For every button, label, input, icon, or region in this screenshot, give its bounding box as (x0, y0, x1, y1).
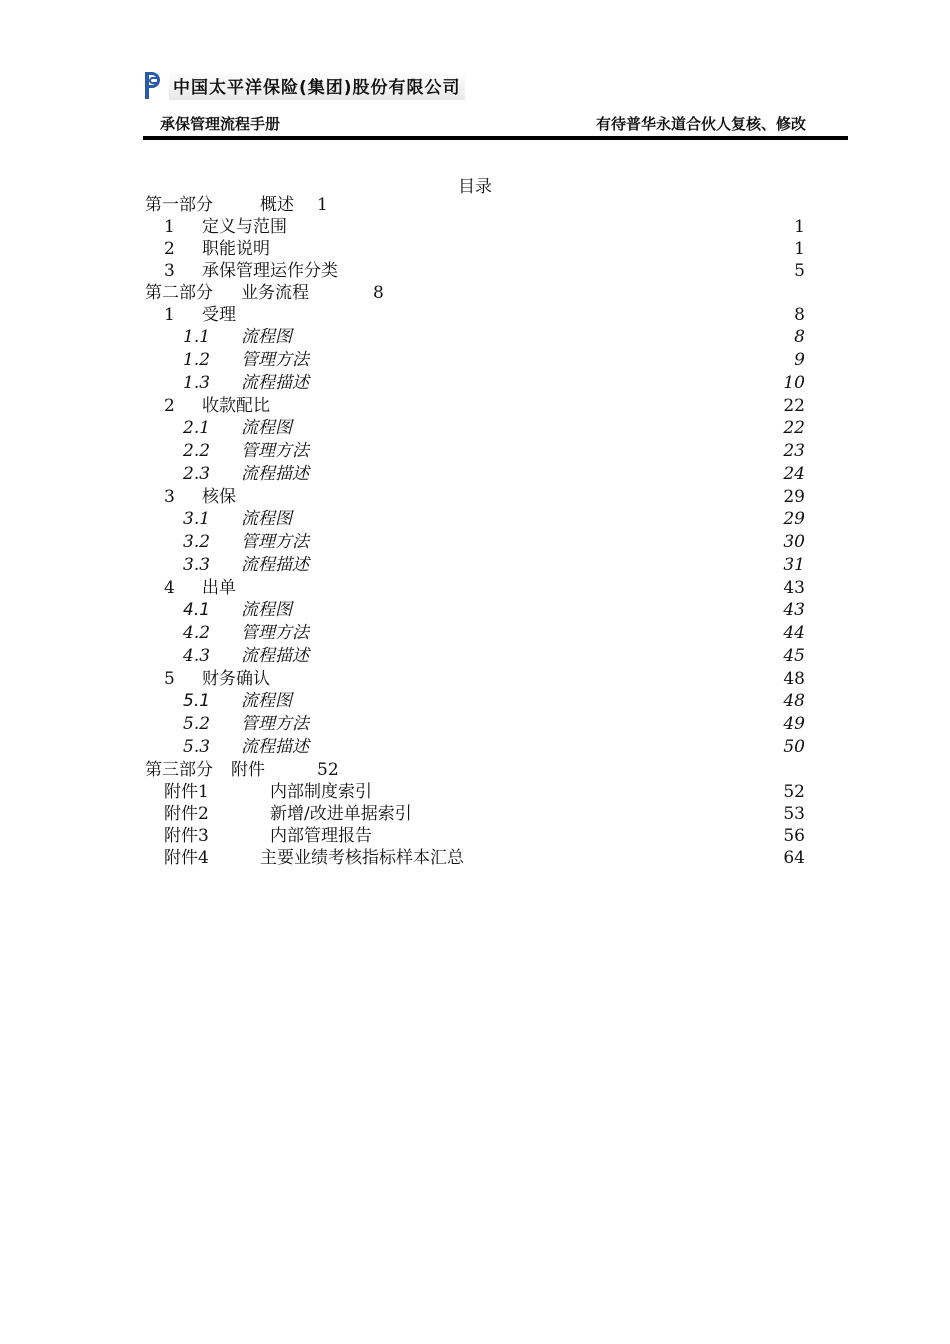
subsection-label: 流程图 (241, 327, 292, 347)
cpic-logo-icon (143, 69, 163, 101)
toc-subsection[interactable] (145, 531, 805, 554)
subsection-page: 44 (783, 623, 805, 643)
item-page: 1 (794, 239, 805, 259)
item-num: 2 (164, 239, 175, 259)
part-page: 52 (317, 760, 339, 780)
toc-appendix[interactable] (145, 825, 805, 847)
subsection-label: 流程描述 (241, 737, 309, 757)
toc-subsection[interactable] (145, 713, 805, 736)
toc-part-1[interactable] (145, 194, 805, 216)
subsection-num: 2.3 (183, 464, 211, 484)
appendix-page: 52 (783, 782, 805, 802)
section-page: 48 (783, 669, 805, 689)
subsection-label: 流程图 (241, 691, 292, 711)
toc-subsection[interactable] (145, 372, 805, 395)
toc-section-5[interactable] (145, 668, 805, 690)
subsection-label: 流程图 (241, 600, 292, 620)
toc-item[interactable] (145, 238, 805, 260)
subsection-page: 50 (783, 737, 805, 757)
section-label: 受理 (202, 305, 236, 325)
part-title: 概述 (260, 195, 294, 215)
section-num: 5 (164, 669, 175, 689)
subsection-label: 管理方法 (241, 532, 309, 552)
subsection-num: 5.3 (183, 737, 211, 757)
appendix-page: 53 (783, 804, 805, 824)
subsection-page: 8 (794, 327, 805, 347)
subsection-page: 48 (783, 691, 805, 711)
toc-subsection[interactable] (145, 622, 805, 645)
item-num: 1 (164, 217, 175, 237)
subsection-num: 2.1 (183, 418, 211, 438)
company-logo (143, 66, 465, 104)
section-num: 4 (164, 578, 175, 598)
subsection-num: 3.2 (183, 532, 211, 552)
appendix-label: 内部管理报告 (270, 826, 372, 846)
toc-item[interactable] (145, 216, 805, 238)
section-label: 核保 (202, 487, 236, 507)
item-num: 3 (164, 261, 175, 281)
subsection-label: 流程描述 (241, 464, 309, 484)
toc-part-2[interactable] (145, 282, 805, 304)
subsection-num: 4.2 (183, 623, 211, 643)
subsection-num: 2.2 (183, 441, 211, 461)
toc-subsection[interactable] (145, 326, 805, 349)
subsection-page: 29 (783, 509, 805, 529)
part-page: 1 (317, 195, 328, 215)
appendix-num: 附件3 (164, 826, 209, 846)
subsection-num: 5.2 (183, 714, 211, 734)
subsection-label: 流程图 (241, 418, 292, 438)
subsection-page: 45 (783, 646, 805, 666)
toc-section-2[interactable] (145, 395, 805, 417)
toc-subsection[interactable] (145, 440, 805, 463)
section-num: 2 (164, 396, 175, 416)
subsection-page: 49 (783, 714, 805, 734)
section-page: 43 (783, 578, 805, 598)
subsection-label: 流程描述 (241, 373, 309, 393)
subsection-label: 管理方法 (241, 623, 309, 643)
toc-appendix[interactable] (145, 781, 805, 803)
appendix-num: 附件1 (164, 782, 209, 802)
toc-appendix[interactable] (145, 803, 805, 825)
subsection-num: 5.1 (183, 691, 211, 711)
manual-title: 承保管理流程手册 (160, 115, 281, 133)
part-label: 第三部分 (145, 760, 213, 780)
section-label: 财务确认 (202, 669, 270, 689)
toc-subsection[interactable] (145, 599, 805, 622)
appendix-num: 附件4 (164, 848, 209, 868)
review-note: 有待普华永道合伙人复核、修改 (595, 115, 806, 133)
appendix-num: 附件2 (164, 804, 209, 824)
toc-subsection[interactable] (145, 554, 805, 577)
toc-subsection[interactable] (145, 690, 805, 713)
item-page: 1 (794, 217, 805, 237)
toc-section-4[interactable] (145, 577, 805, 599)
subsection-page: 30 (783, 532, 805, 552)
appendix-label: 新增/改进单据索引 (270, 804, 412, 824)
section-page: 29 (783, 487, 805, 507)
section-label: 收款配比 (202, 396, 270, 416)
toc-part-3[interactable] (145, 759, 805, 781)
section-page: 8 (794, 305, 805, 325)
toc-title: 目录 (458, 177, 492, 197)
subsection-num: 3.1 (183, 509, 211, 529)
subsection-page: 22 (783, 418, 805, 438)
toc-item[interactable] (145, 260, 805, 282)
toc-subsection[interactable] (145, 463, 805, 486)
subsection-label: 流程描述 (241, 555, 309, 575)
toc-subsection[interactable] (145, 736, 805, 759)
item-label: 职能说明 (202, 239, 270, 259)
subsection-num: 3.3 (183, 555, 211, 575)
subsection-label: 流程图 (241, 509, 292, 529)
subsection-page: 10 (783, 373, 805, 393)
subsection-page: 23 (783, 441, 805, 461)
part-label: 第一部分 (145, 195, 213, 215)
section-label: 出单 (202, 578, 236, 598)
table-of-contents (145, 194, 805, 869)
appendix-label: 内部制度索引 (270, 782, 372, 802)
header-divider (143, 136, 848, 140)
part-label: 第二部分 (145, 283, 213, 303)
toc-subsection[interactable] (145, 417, 805, 440)
toc-subsection[interactable] (145, 645, 805, 668)
appendix-page: 56 (783, 826, 805, 846)
subsection-label: 管理方法 (241, 714, 309, 734)
item-label: 定义与范围 (202, 217, 287, 237)
toc-section-3[interactable] (145, 486, 805, 508)
subsection-num: 1.2 (183, 350, 211, 370)
subsection-num: 4.3 (183, 646, 211, 666)
part-page: 8 (373, 283, 384, 303)
appendix-label: 主要业绩考核指标样本汇总 (260, 848, 464, 868)
section-num: 3 (164, 487, 175, 507)
toc-appendix[interactable] (145, 847, 805, 869)
subsection-label: 流程描述 (241, 646, 309, 666)
part-title: 附件 (231, 760, 265, 780)
logo-text: 中国太平洋保险(集团)股份有限公司 (169, 71, 465, 100)
subsection-page: 31 (783, 555, 805, 575)
subsection-page: 43 (783, 600, 805, 620)
subsection-page: 24 (783, 464, 805, 484)
section-num: 1 (164, 305, 175, 325)
subsection-num: 1.3 (183, 373, 211, 393)
section-page: 22 (783, 396, 805, 416)
item-page: 5 (794, 261, 805, 281)
toc-subsection[interactable] (145, 508, 805, 531)
subsection-label: 管理方法 (241, 441, 309, 461)
subsection-num: 4.1 (183, 600, 211, 620)
subsection-num: 1.1 (183, 327, 211, 347)
toc-section-1[interactable] (145, 304, 805, 326)
item-label: 承保管理运作分类 (202, 261, 338, 281)
subsection-label: 管理方法 (241, 350, 309, 370)
subsection-page: 9 (794, 350, 805, 370)
part-title: 业务流程 (241, 283, 309, 303)
toc-subsection[interactable] (145, 349, 805, 372)
appendix-page: 64 (783, 848, 805, 868)
